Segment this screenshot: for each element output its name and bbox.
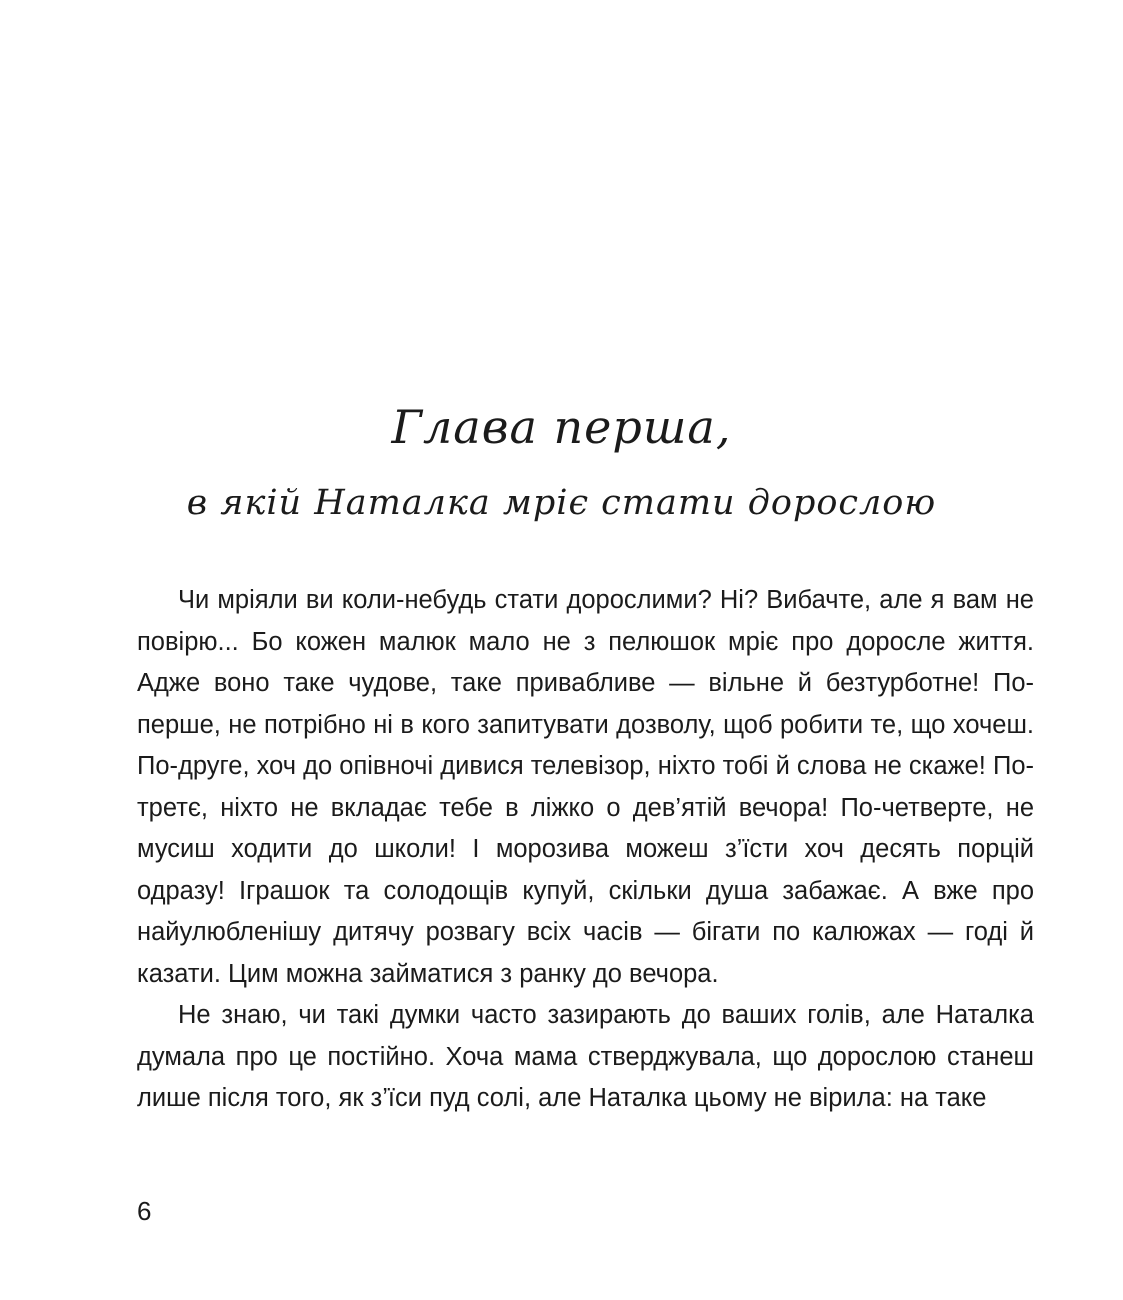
body-text xyxy=(137,580,1034,1120)
paragraph-1: Чи мріяли ви коли-небудь стати дорослими? Ні? Вибачте, але я вам не повірю... Бо кожен малюк мало не з пелюшок мріє про доросле життя. Адже воно таке чудове, таке привабливе — вільне й безтурботне! По-перше, не потрібно ні в кого запитувати дозволу, щоб робити те, що хочеш. По-друге, хоч до опівночі дивися телевізор, ніхто тобі й слова не скаже! По-третє, ніхто не вкладає тебе в ліжко о дев’ятій вечора! По-четверте, не мусиш ходити до школи! І морозива можеш з’їсти хоч десять порцій одразу! Іграшок та солодощів купуй, скільки душа забажає. А вже про найулюбленішу дитячу розвагу всіх часів — бігати по калюжах — годі й казати. Цим можна займатися з ранку до вечора. xyxy=(137,586,1034,988)
page-number: 6 xyxy=(137,1196,152,1226)
chapter-subtitle: в якій Наталка мріє стати дорослою xyxy=(186,483,937,523)
paragraph-2: Не знаю, чи такі думки часто зазирають до ваших голів, але Наталка думала про це постійно. Хоча мама стверджувала, що дорослою станеш лише після того, як з’їси пуд солі, але Наталка цьому не вірила: на таке xyxy=(137,1001,1034,1112)
chapter-title: Глава перша, xyxy=(391,400,732,454)
